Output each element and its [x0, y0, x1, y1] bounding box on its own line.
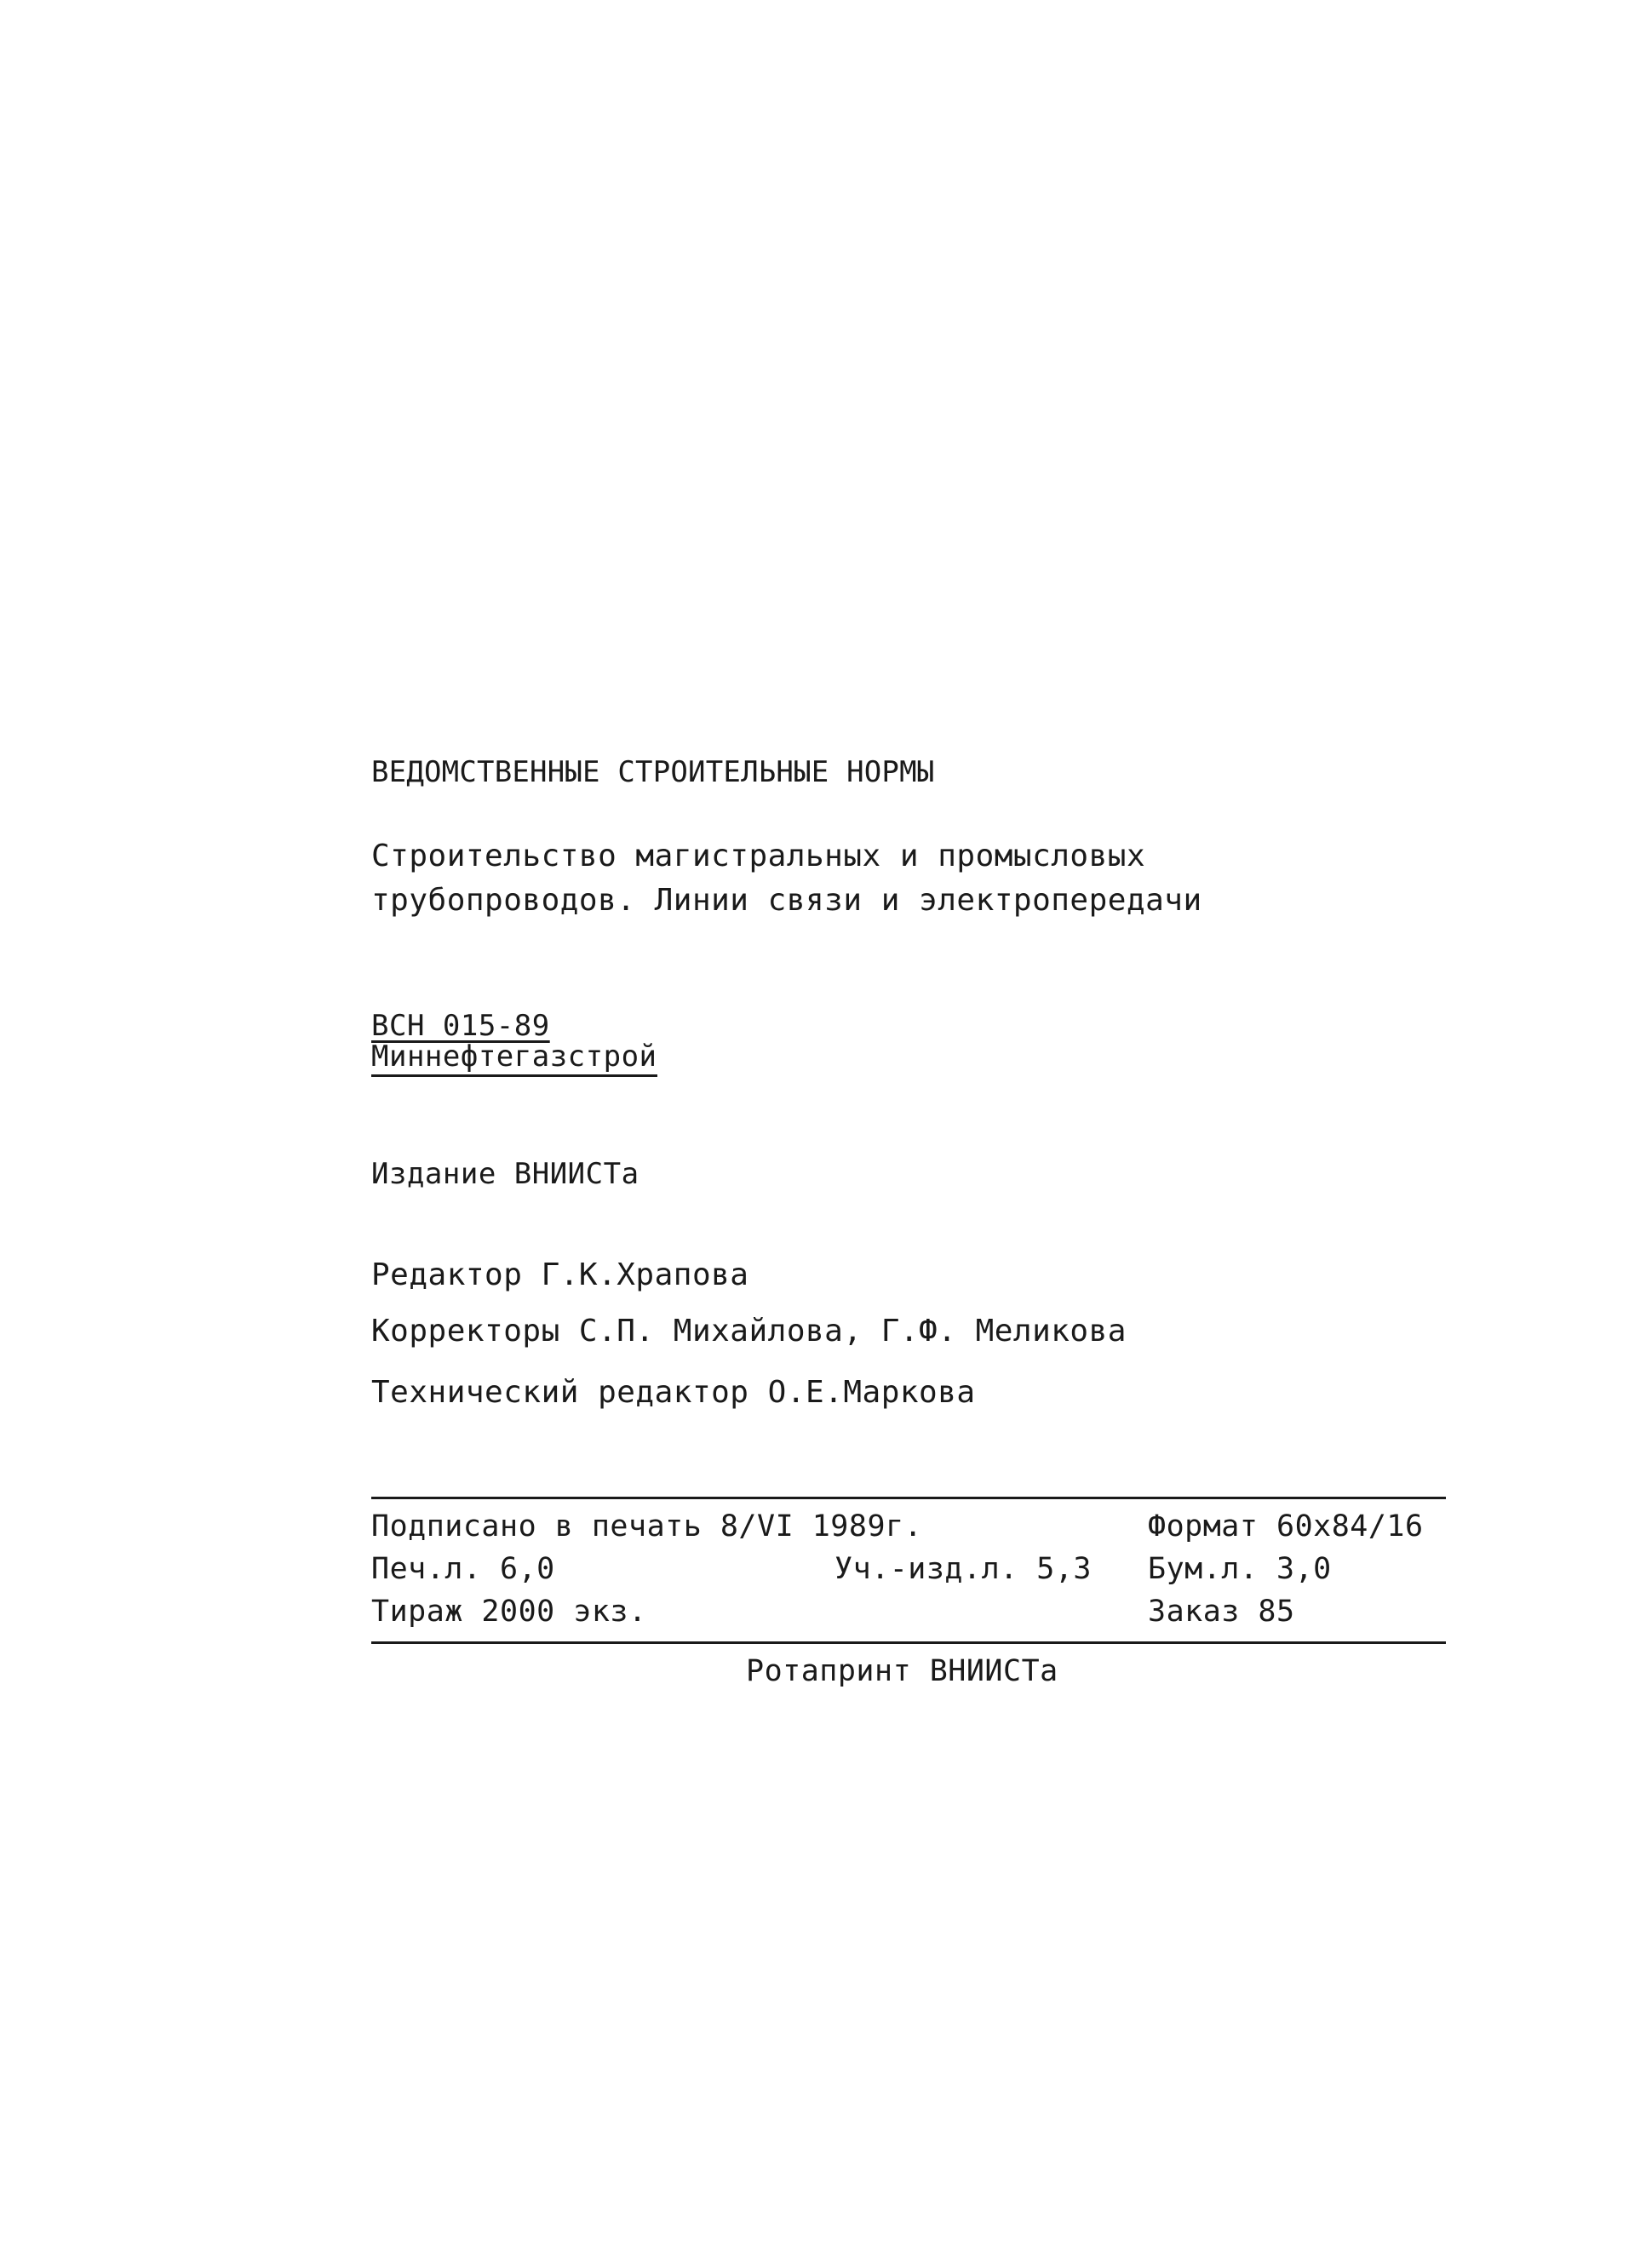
imprint-format: Формат 60x84/16	[1148, 1509, 1424, 1544]
document-subtitle-line-1: Строительство магистральных и промысловых	[371, 839, 1146, 873]
imprint-print-sheets: Печ.л. 6,0	[371, 1552, 555, 1586]
imprint-publishing-sheets: Уч.-изд.л. 5,3	[834, 1552, 1093, 1586]
imprint-bottom-rule	[371, 1641, 1446, 1644]
editor-line: Редактор Г.К.Храпова	[371, 1257, 749, 1292]
imprint-top-rule	[371, 1497, 1446, 1499]
document-subtitle-line-2: трубопроводов. Линии связи и электропередачи	[371, 883, 1202, 918]
document-header: ВЕДОМСТВЕННЫЕ СТРОИТЕЛЬНЫЕ НОРМЫ	[371, 755, 935, 789]
imprint-order: Заказ 85	[1148, 1595, 1295, 1629]
imprint-circulation: Тираж 2000 экз.	[371, 1595, 647, 1629]
printer-line: Ротапринт ВНИИСТа	[746, 1654, 1058, 1688]
correctors-line: Корректоры С.П. Михайлова, Г.Ф. Меликова	[371, 1314, 1127, 1349]
edition-line: Издание ВНИИСТа	[371, 1157, 639, 1191]
document-code: ВСН 015-89	[371, 1009, 550, 1043]
tech-editor-line: Технический редактор О.Е.Маркова	[371, 1375, 976, 1410]
imprint-paper-sheets: Бум.л. 3,0	[1148, 1552, 1332, 1586]
imprint-signed: Подписано в печать 8/VI 1989г.	[371, 1509, 923, 1544]
ministry-name: Миннефтегазстрой	[371, 1042, 657, 1077]
